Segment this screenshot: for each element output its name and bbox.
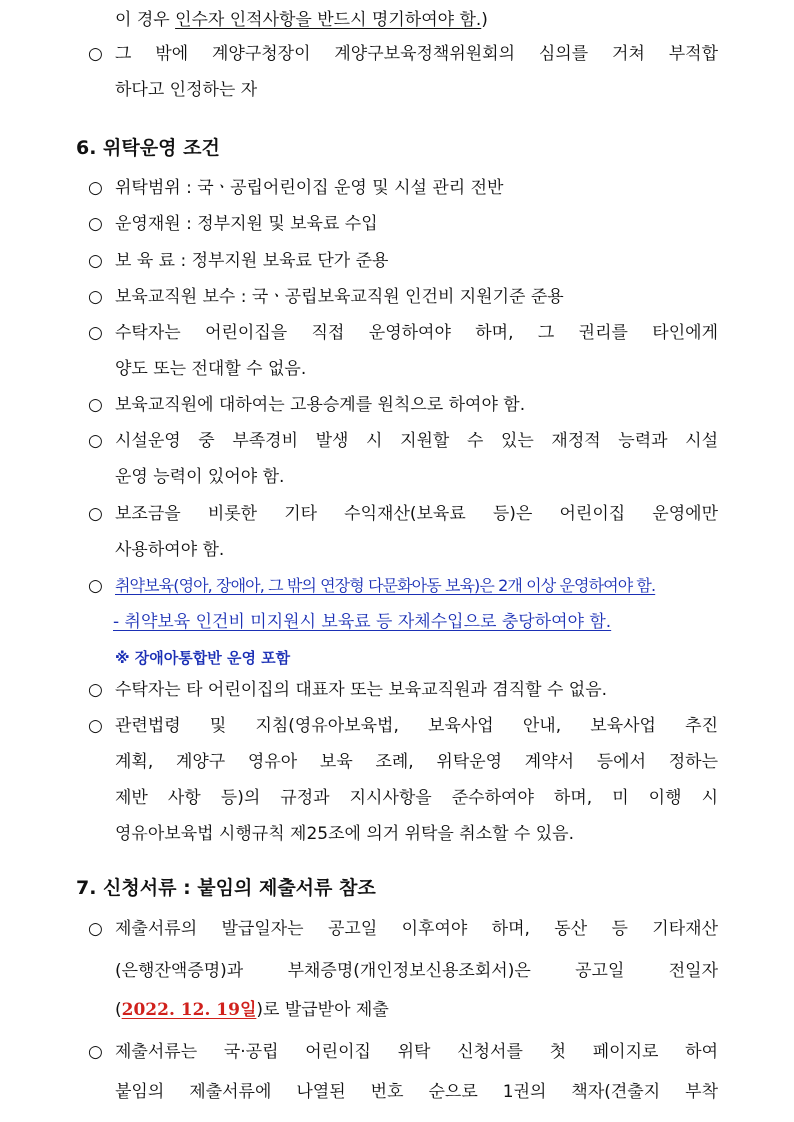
note-text: ※ 장애아통합반 운영 포함 <box>115 649 291 667</box>
list-item: 관련법령 및 지침(영유아보육법, 보육사업 안내, 보육사업 추진 <box>115 716 718 736</box>
text-line: 하다고 인정하는 자 <box>115 80 258 100</box>
list-item-continuation: (은행잔액증명)과 부채증명(개인정보신용조회서)은 공고일 전일자 <box>115 961 718 981</box>
list-item-continuation: 사용하여야 함. <box>115 540 225 560</box>
list-item: 수탁자는 어린이집을 직접 운영하여야 하며, 그 권리를 타인에게 <box>115 323 718 343</box>
bullet-circle: ○ <box>88 395 103 415</box>
bullet-circle: ○ <box>88 1042 103 1062</box>
list-item: 보육교직원 보수 : 국ㆍ공립보육교직원 인건비 지원기준 준용 <box>115 287 564 307</box>
list-item-continuation: 운영 능력이 있어야 함. <box>115 467 285 487</box>
list-item-continuation: (2022. 12. 19일)로 발급받아 제출 <box>115 1000 389 1020</box>
date-highlight: 2022. 12. 19일 <box>121 1000 257 1020</box>
list-item-continuation: 영유아보육법 시행규칙 제25조에 의거 위탁을 취소할 수 있음. <box>115 824 574 844</box>
list-item-continuation: 계획, 계양구 영유아 보육 조례, 위탁운영 계약서 등에서 정하는 <box>115 752 718 772</box>
list-item: 보 육 료 : 정부지원 보육료 단가 준용 <box>115 251 389 271</box>
text-line: 그 밖에 계양구청장이 계양구보육정책위원회의 심의를 거쳐 부적합 <box>115 44 718 64</box>
list-item: 위탁범위 : 국ㆍ공립어린이집 운영 및 시설 관리 전반 <box>115 178 504 198</box>
list-item: 제출서류는 국·공립 어린이집 위탁 신청서를 첫 페이지로 하여 <box>115 1042 718 1062</box>
bullet-circle: ○ <box>88 214 103 234</box>
bullet-circle: ○ <box>88 323 103 343</box>
highlighted-list-item: 취약보육(영아, 장애아, 그 밖의 연장형 다문화아동 보육)은 2개 이상 운영하여야 함. <box>115 576 656 595</box>
bullet-circle: ○ <box>88 287 103 307</box>
bullet-circle: ○ <box>88 431 103 451</box>
list-item-continuation: 제반 사항 등)의 규정과 지시사항을 준수하여야 하며, 미 이행 시 <box>115 788 718 808</box>
underlined-text: 인수자 인적사항을 반드시 명기하여야 함. <box>175 10 482 30</box>
list-item: 보육교직원에 대하여는 고용승계를 원칙으로 하여야 함. <box>115 395 526 415</box>
list-item: 제출서류의 발급일자는 공고일 이후여야 하며, 동산 등 기타재산 <box>115 919 718 939</box>
bullet-circle: ○ <box>88 716 103 736</box>
bullet-circle: ○ <box>88 251 103 271</box>
list-item: 수탁자는 타 어린이집의 대표자 또는 보육교직원과 겸직할 수 없음. <box>115 680 608 700</box>
list-item-continuation: 붙임의 제출서류에 나열된 번호 순으로 1권의 책자(견출지 부착 <box>115 1082 718 1102</box>
text-line: 이 경우 인수자 인적사항을 반드시 명기하여야 함.) <box>115 10 488 30</box>
list-item: 시설운영 중 부족경비 발생 시 지원할 수 있는 재정적 능력과 시설 <box>115 431 718 451</box>
section-heading: 6. 위탁운영 조건 <box>76 137 220 159</box>
bullet-circle: ○ <box>88 576 103 596</box>
bullet-circle: ○ <box>88 504 103 524</box>
bullet-circle: ○ <box>88 919 103 939</box>
list-item: 보조금을 비롯한 기타 수익재산(보육료 등)은 어린이집 운영에만 <box>115 504 718 524</box>
list-item-continuation: 양도 또는 전대할 수 없음. <box>115 359 307 379</box>
bullet-circle: ○ <box>88 680 103 700</box>
section-heading: 7. 신청서류 : 붙임의 제출서류 참조 <box>76 877 376 899</box>
highlighted-sub-item: - 취약보육 인건비 미지원시 보육료 등 자체수입으로 충당하여야 함. <box>113 612 612 632</box>
bullet-circle: ○ <box>88 44 103 64</box>
bullet-circle: ○ <box>88 178 103 198</box>
list-item: 운영재원 : 정부지원 및 보육료 수입 <box>115 214 378 234</box>
